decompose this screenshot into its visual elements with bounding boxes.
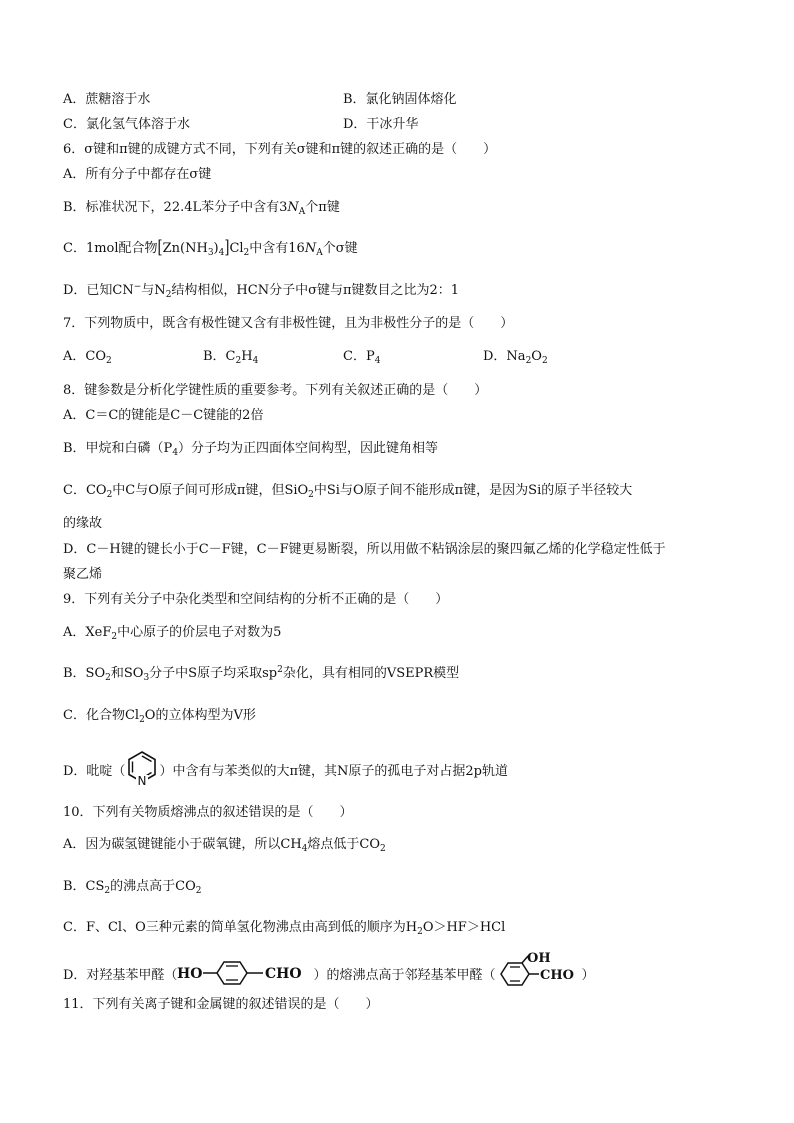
q5-option-a: A．蔗糖溶于水 [63,92,151,107]
q9-option-d: D．吡啶（ N ）中含有与苯类似的大π键，其N原子的孤电子对占据2p轨道 [63,752,508,792]
pyridine-structure [125,756,159,788]
q8-option-b: B．甲烷和白磷$(P_4)$分子均为正四面体空间构型，因此键角相等 [63,441,439,458]
q7-option-d: D．$Na_2O_2$ [483,349,548,366]
q5-option-c: C．氯化氢气体溶于水 [63,117,190,132]
q8-option-d-continued: 聚乙烯 [63,567,103,582]
pyridine-nitrogen-label: N [137,773,147,788]
q9-option-b: B．$SO_2$和$SO_3$分子中S原子均采取$sp^2$杂化，具有相同的VSEPR模型 [63,665,460,683]
q8-stem: 8．键参数是分析化学键性质的重要参考。下列有关叙述正确的是（ ） [63,383,488,398]
q6-option-d: D．已知CN−与$N_2$结构相似，HCN分子中σ键与π键数目之比为2：1 [63,282,460,300]
q6-option-a: A．所有分子中都存在σ键 [63,167,212,182]
q10-option-d: D．对羟基苯甲醛（ HO CHO ）的熔沸点高于邻羟基苯甲醛（ OH CHO ） [63,960,594,992]
q7-stem: 7．下列物质中，既含有极性键又含有非极性键，且为非极性分子的是（ ） [63,316,514,331]
q7-option-c: C．$P_4$ [343,349,381,366]
q5-option-b: B．氯化钠固体熔化 [343,92,457,107]
q9-option-c: C．化合物$Cl_2O$的立体构型为V形 [63,708,256,725]
svg-text:HO: HO [177,965,203,982]
q6-stem: 6．σ键和π键的成键方式不同，下列有关σ键和π键的叙述正确的是（ ） [63,142,497,157]
q10-option-b: B．$CS_2$的沸点高于$CO_2$ [63,879,202,896]
q7-option-b: B．$C_2H_4$ [203,349,259,366]
q7-option-a: A．$CO_2$ [63,349,112,366]
svg-text:OH: OH [527,951,552,966]
p-hydroxybenzaldehyde-structure [177,964,313,988]
q10-stem: 10．下列有关物质熔沸点的叙述错误的是（ ） [63,805,353,820]
q11-stem: 11．下列有关离子键和金属键的叙述错误的是（ ） [63,997,379,1012]
q8-option-c: C．$CO_2$中C与O原子间可形成π键，但SiO$_2$中Si与O原子间不能形成π键，是因为Si的原子半径较大 [63,483,633,500]
svg-text:CHO: CHO [265,965,303,982]
q8-option-d: D．C－H键的键长小于C－F键，C－F键更易断裂，所以用做不粘锅涂层的聚四氟乙烯的化学稳定性低于 [63,542,666,557]
q9-option-a: A．XeF$_2$中心原子的价层电子对数为5 [63,625,282,642]
q6-option-c: C．1mol配合物$[Zn(NH_3)_4]Cl_2$中含有$16N_A$个σ键 [63,238,358,259]
q8-option-a: A．C＝C的键能是C－C键能的2倍 [63,408,264,423]
o-hydroxybenzaldehyde-structure [495,951,581,986]
q8-option-c-continued: 的缘故 [63,516,103,531]
q10-option-c: C．F、Cl、O三种元素的简单氢化物沸点由高到低的顺序为$H_2O>HF>HCl$ [63,920,506,937]
q9-stem: 9．下列有关分子中杂化类型和空间结构的分析不正确的是（ ） [63,592,449,607]
q6-option-b: B．标准状况下，22.4L苯分子中含有$3N_A$个π键 [63,200,340,217]
q10-option-a: A．因为碳氢键键能小于碳氧键，所以$CH_4$熔点低于$CO_2$ [63,837,386,854]
q5-option-d: D．干冰升华 [343,117,419,132]
svg-text:CHO: CHO [540,967,575,983]
